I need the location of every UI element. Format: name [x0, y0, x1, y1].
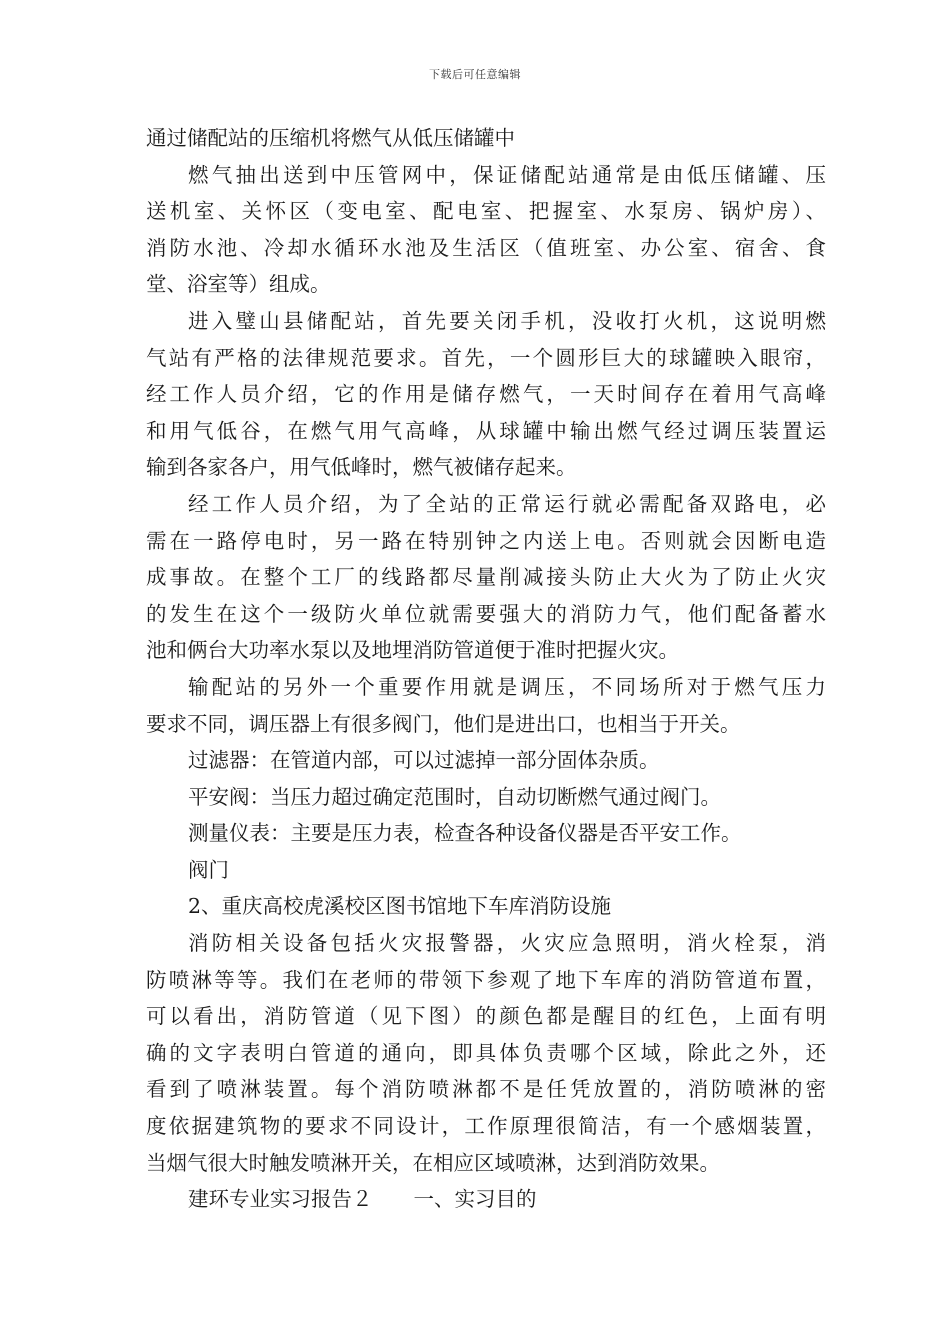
text-line: 通过储配站的压缩机将燃气从低压储罐中 [146, 126, 515, 150]
text-line: 经工作人员介绍，它的作用是储存燃气，一天时间存在着用气高峰 [146, 382, 826, 407]
text-line: 和用气低谷，在燃气用气高峰，从球罐中输出燃气经过调压装置运 [146, 418, 826, 443]
text-line: 度依据建筑物的要求不同设计，工作原理很简洁，有一个感烟装置， [146, 1114, 826, 1139]
document-body [146, 120, 826, 1218]
text-line: 燃气抽出送到中压管网中，保证储配站通常是由低压储罐、压 [188, 162, 826, 187]
text-line: 气站有严格的法律规范要求。首先，一个圆形巨大的球罐映入眼帘， [146, 345, 826, 370]
text-line: 需在一路停电时，另一路在特别钟之内送上电。否则就会因断电造 [146, 528, 826, 553]
text-line: 要求不同，调压器上有很多阀门，他们是进出口，也相当于开关。 [146, 711, 741, 736]
text-line: 消防相关设备包括火灾报警器，火灾应急照明，消火栓泵，消 [188, 931, 826, 956]
text-line: 看到了喷淋装置。每个消防喷淋都不是任凭放置的，消防喷淋的密 [146, 1077, 826, 1102]
text-line: 可以看出，消防管道（见下图）的颜色都是醒目的红色，上面有明 [146, 1004, 826, 1029]
page-header: 下载后可任意编辑 [429, 68, 521, 81]
text-line: 测量仪表：主要是压力表，检查各种设备仪器是否平安工作。 [188, 821, 742, 846]
text-line: 当烟气很大时触发喷淋开关，在相应区域喷淋，达到消防效果。 [146, 1150, 720, 1175]
text-line: 输配站的另外一个重要作用就是调压，不同场所对于燃气压力 [188, 674, 826, 699]
text-line: 成事故。在整个工厂的线路都尽量削减接头防止大火为了防止火灾 [146, 565, 826, 590]
text-line: 进入璧山县储配站，首先要关闭手机，没收打火机，这说明燃 [188, 308, 826, 333]
text-line: 经工作人员介绍，为了全站的正常运行就必需配备双路电，必 [188, 491, 826, 516]
text-line: 堂、浴室等）组成。 [146, 272, 331, 297]
text-line: 确的文字表明白管道的通向，即具体负责哪个区域，除此之外，还 [146, 1040, 826, 1065]
text-line: 2、重庆高校虎溪校区图书馆地下车库消防设施 [188, 894, 612, 919]
text-line: 阀门 [188, 857, 229, 882]
text-line: 送机室、关怀区（变电室、配电室、把握室、水泵房、锅炉房）、 [146, 199, 826, 224]
text-line: 消防水池、冷却水循环水池及生活区（值班室、办公室、宿舍、食 [146, 235, 826, 260]
text-line: 平安阀：当压力超过确定范围时，自动切断燃气通过阀门。 [188, 784, 721, 809]
text-line: 防喷淋等等。我们在老师的带领下参观了地下车库的消防管道布置， [146, 967, 826, 992]
text-line: 输到各家各户，用气低峰时，燃气被储存起来。 [146, 455, 577, 480]
text-line: 过滤器：在管道内部，可以过滤掉一部分固体杂质。 [188, 748, 660, 773]
text-line: 建环专业实习报告２ 一、实习目的 [188, 1187, 537, 1212]
text-line: 的发生在这个一级防火单位就需要强大的消防力气，他们配备蓄水 [146, 601, 826, 626]
text-line: 池和俩台大功率水泵以及地埋消防管道便于准时把握火灾。 [146, 638, 679, 663]
